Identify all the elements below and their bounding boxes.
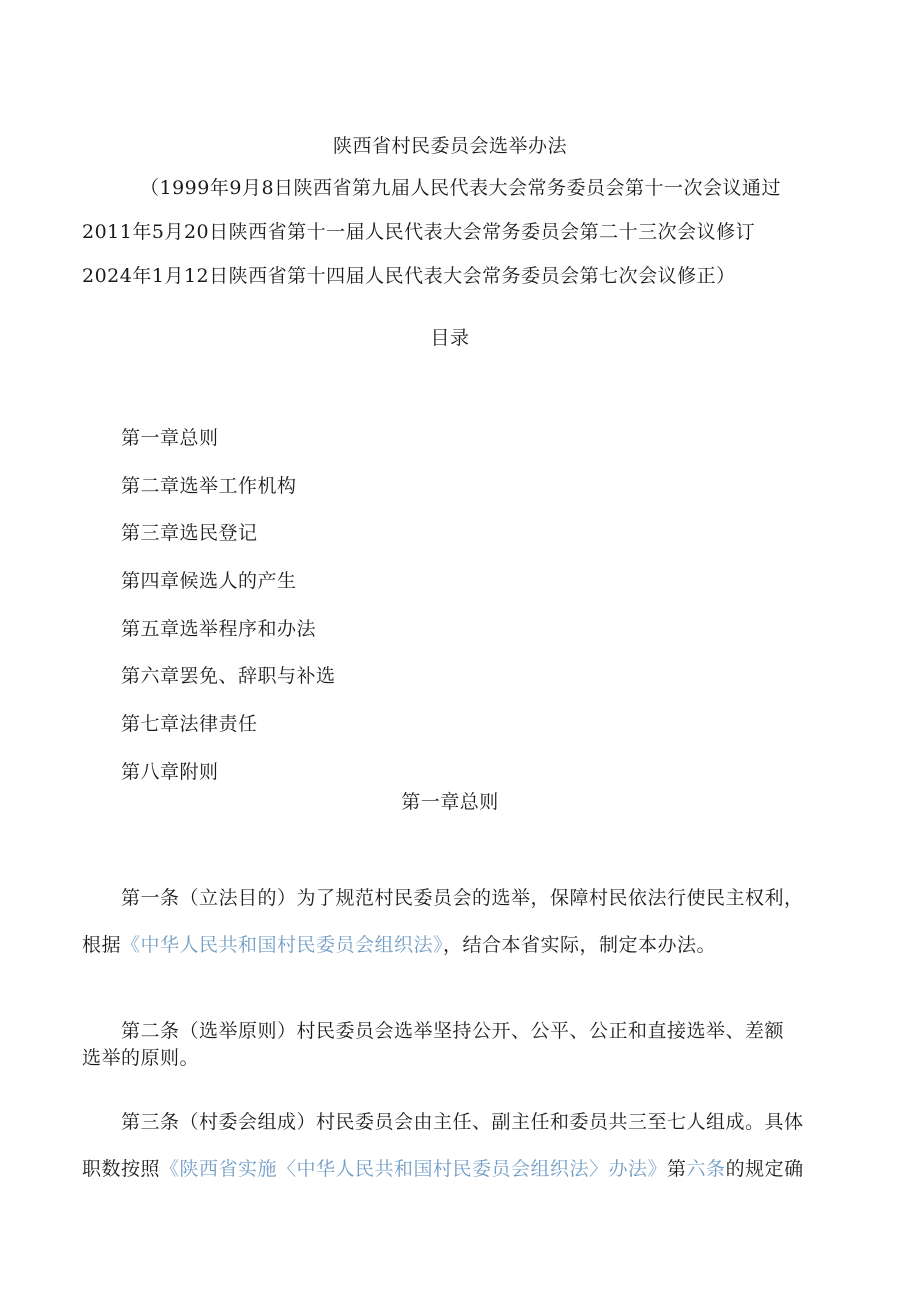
toc-item-1[interactable]: 第一章总则 xyxy=(121,427,219,449)
toc-item-2[interactable]: 第二章选举工作机构 xyxy=(121,475,297,497)
article-1-line-1: 第一条（立法目的）为了规范村民委员会的选举，保障村民依法行使民主权利， xyxy=(121,887,804,909)
article-1-line-2 xyxy=(82,933,716,957)
toc-heading: 目录 xyxy=(430,327,470,349)
article-1-suffix: ，结合本省实际，制定本办法。 xyxy=(443,934,717,956)
law-link-organization-law[interactable]: 《中华人民共和国村民委员会组织法》 xyxy=(121,934,444,956)
article-3-mid: 第 xyxy=(667,1158,687,1180)
toc-item-6[interactable]: 第六章罢免、辞职与补选 xyxy=(121,665,336,687)
toc-item-7[interactable]: 第七章法律责任 xyxy=(121,713,258,735)
history-line-3: 2024年1月12日陕西省第十四届人民代表大会常务委员会第七次会议修正） xyxy=(82,265,736,287)
article-3-line-1: 第三条（村委会组成）村民委员会由主任、副主任和委员共三至七人组成。具体 xyxy=(121,1111,804,1133)
law-link-article-six[interactable]: 六条 xyxy=(686,1158,726,1180)
article-3-suffix: 的规定确 xyxy=(725,1158,804,1180)
history-line-1: （1999年9月8日陕西省第九届人民代表大会常务委员会第十一次会议通过 xyxy=(140,177,782,199)
article-1-prefix: 根据 xyxy=(82,934,122,956)
article-2-line-1: 第二条（选举原则）村民委员会选举坚持公开、公平、公正和直接选举、差额 xyxy=(121,1020,785,1042)
law-link-shaanxi-implementation[interactable]: 《陕西省实施〈中华人民共和国村民委员会组织法〉办法》 xyxy=(160,1158,668,1180)
chapter-1-heading: 第一章总则 xyxy=(401,791,499,813)
article-2-line-2: 选举的原则。 xyxy=(82,1047,200,1069)
toc-item-3[interactable]: 第三章选民登记 xyxy=(121,522,258,544)
document-title: 陕西省村民委员会选举办法 xyxy=(332,135,567,157)
article-3-prefix: 职数按照 xyxy=(82,1158,161,1180)
history-line-2: 2011年5月20日陕西省第十一届人民代表大会常务委员会第二十三次会议修订 xyxy=(82,221,756,243)
toc-item-8[interactable]: 第八章附则 xyxy=(121,761,219,783)
toc-item-5[interactable]: 第五章选举程序和办法 xyxy=(121,618,317,640)
toc-item-4[interactable]: 第四章候选人的产生 xyxy=(121,570,297,592)
article-3-line-2 xyxy=(82,1157,804,1181)
